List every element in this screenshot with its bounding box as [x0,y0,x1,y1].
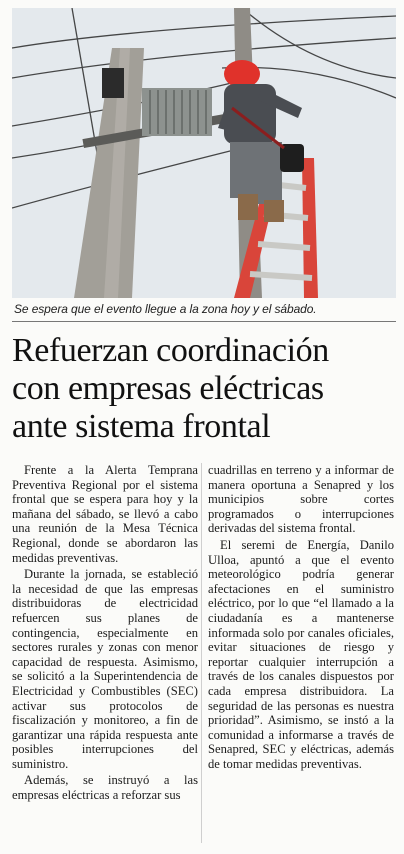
headline-line-3: ante sistema frontal [12,408,271,445]
article-column-right [208,463,394,773]
caption-divider [12,321,396,322]
article-paragraph: Además, se instruyó a las empresas eléctricas a reforzar sus [12,773,198,803]
photo-caption: Se espera que el evento llegue a la zona hoy y el sábado. [14,302,317,316]
article-paragraph: Frente a la Alerta Temprana Preventiva Regional por el sistema frontal que se espera para hoy y la mañana del sábado, se llevó a cabo una reunión de la Mesa Técnica Regional, donde se abordaron las medidas preventivas. [12,463,198,565]
lineman-on-ladder-photo [12,8,396,298]
article-column-left [12,463,198,805]
article-paragraph: Durante la jornada, se estableció la necesidad de que las empresas distribuidoras de electricidad refuercen sus planes de contingencia, especialmente en sectores rurales y zonas con menor capacidad de respuesta. Asimismo, se solicitó a la Superintendencia de Electricidad y Combustibles (SEC) activar sus protocolos de fiscalización y monitoreo, a fin de garantizar una rápida respuesta ante posibles interrupciones del suministro. [12,567,198,771]
article-paragraph: El seremi de Energía, Danilo Ulloa, apuntó a que el evento meteorológico podría generar afectaciones en el suministro eléctrico, por lo que “el llamado a la ciudadanía es a mantenerse informada solo por canales oficiales, evitar situaciones de riesgo y reportar cualquier interrupción a través de los canales dispuestos por cada empresa distribuidora. La seguridad de las personas es nuestra prioridad”. Asimismo, se instó a la comunidad a informarse a través de Senapred, SEC y eléctricas, además de tomar medidas preventivas. [208,537,394,771]
headline-line-2: con empresas eléctricas [12,370,324,407]
column-divider [201,463,202,843]
headline-line-1: Refuerzan coordinación [12,332,329,369]
article-paragraph: cuadrillas en terreno y a informar de manera oportuna a Senapred y los municipios sobre cortes programados o interrupciones derivadas del sistema frontal. [208,463,394,536]
news-photo [12,8,396,298]
headline [12,332,400,446]
